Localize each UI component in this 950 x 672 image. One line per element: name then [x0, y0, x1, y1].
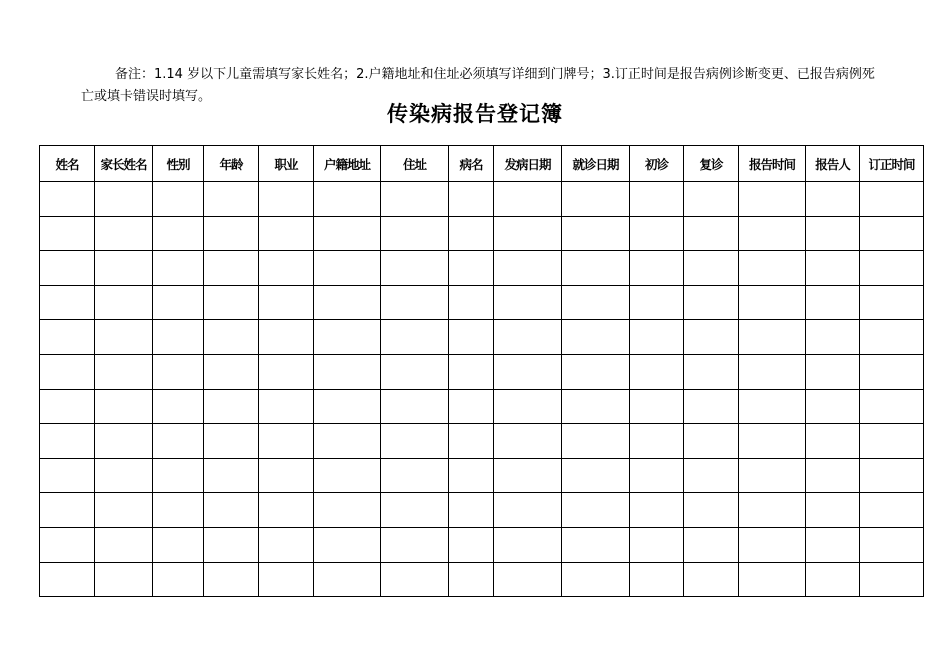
table-cell	[494, 285, 562, 320]
table-cell	[204, 562, 259, 597]
table-cell	[449, 320, 494, 355]
table-cell	[562, 493, 630, 528]
table-cell	[739, 493, 806, 528]
table-cell	[449, 493, 494, 528]
table-cell	[860, 493, 924, 528]
table-cell	[739, 354, 806, 389]
table-cell	[314, 424, 381, 459]
table-cell	[95, 527, 153, 562]
table-cell	[494, 320, 562, 355]
table-cell	[739, 182, 806, 217]
table-cell	[449, 527, 494, 562]
table-cell	[314, 320, 381, 355]
table-cell	[153, 251, 204, 286]
col-header-first-visit: 初诊	[630, 146, 684, 182]
col-header-report-time: 报告时间	[739, 146, 806, 182]
table-cell	[449, 285, 494, 320]
table-row	[40, 527, 924, 562]
table-cell	[806, 285, 860, 320]
table-cell	[494, 182, 562, 217]
table-cell	[630, 493, 684, 528]
table-cell	[381, 320, 449, 355]
table-cell	[40, 182, 95, 217]
table-cell	[494, 562, 562, 597]
table-cell	[95, 389, 153, 424]
table-body	[40, 182, 924, 597]
table-cell	[684, 389, 739, 424]
table-cell	[684, 216, 739, 251]
table-cell	[630, 320, 684, 355]
table-cell	[153, 424, 204, 459]
table-cell	[95, 562, 153, 597]
table-cell	[259, 493, 314, 528]
col-header-occupation: 职业	[259, 146, 314, 182]
table-cell	[860, 182, 924, 217]
table-cell	[562, 216, 630, 251]
table-cell	[95, 182, 153, 217]
table-cell	[806, 320, 860, 355]
table-cell	[449, 354, 494, 389]
table-cell	[259, 458, 314, 493]
table-cell	[153, 216, 204, 251]
table-cell	[684, 251, 739, 286]
table-cell	[153, 182, 204, 217]
table-cell	[630, 285, 684, 320]
table-cell	[449, 424, 494, 459]
col-header-household-address: 户籍地址	[314, 146, 381, 182]
table-cell	[806, 562, 860, 597]
table-cell	[314, 251, 381, 286]
table-cell	[153, 354, 204, 389]
table-cell	[153, 389, 204, 424]
table-row	[40, 424, 924, 459]
table-cell	[494, 251, 562, 286]
table-cell	[739, 251, 806, 286]
table-row	[40, 216, 924, 251]
remarks-note: 备注：1.14 岁以下儿童需填写家长姓名；2.户籍地址和住址必须填写详细到门牌号；3.订正时间是报告病例诊断变更、已报告病例死亡或填卡错误时填写。	[81, 67, 875, 104]
table-cell	[630, 527, 684, 562]
table-cell	[259, 251, 314, 286]
table-cell	[494, 458, 562, 493]
table-cell	[739, 458, 806, 493]
col-header-revisit: 复诊	[684, 146, 739, 182]
col-header-age: 年龄	[204, 146, 259, 182]
table-row	[40, 493, 924, 528]
table-cell	[449, 251, 494, 286]
table-cell	[739, 389, 806, 424]
table-cell	[314, 493, 381, 528]
table-cell	[449, 389, 494, 424]
table-cell	[381, 424, 449, 459]
table-cell	[95, 458, 153, 493]
table-cell	[684, 354, 739, 389]
table-cell	[806, 354, 860, 389]
table-row	[40, 251, 924, 286]
table-cell	[806, 389, 860, 424]
table-row	[40, 389, 924, 424]
table-row	[40, 354, 924, 389]
table-cell	[739, 527, 806, 562]
table-cell	[314, 216, 381, 251]
table-cell	[381, 285, 449, 320]
col-header-sex: 性别	[153, 146, 204, 182]
table-row	[40, 182, 924, 217]
table-row	[40, 285, 924, 320]
table-cell	[449, 458, 494, 493]
page-title: 传染病报告登记簿	[387, 102, 563, 126]
table-cell	[259, 285, 314, 320]
table-cell	[381, 216, 449, 251]
table-cell	[860, 251, 924, 286]
table-cell	[95, 320, 153, 355]
table-cell	[860, 527, 924, 562]
col-header-disease: 病名	[449, 146, 494, 182]
table-cell	[562, 320, 630, 355]
table-cell	[494, 493, 562, 528]
table-cell	[494, 424, 562, 459]
table-cell	[562, 251, 630, 286]
table-cell	[684, 562, 739, 597]
table-cell	[95, 285, 153, 320]
table-cell	[806, 527, 860, 562]
table-cell	[381, 493, 449, 528]
table-cell	[684, 320, 739, 355]
table-cell	[204, 320, 259, 355]
table-cell	[95, 424, 153, 459]
table-cell	[314, 389, 381, 424]
table-cell	[739, 424, 806, 459]
table-cell	[684, 493, 739, 528]
table-cell	[153, 562, 204, 597]
table-cell	[314, 182, 381, 217]
table-cell	[259, 182, 314, 217]
table-cell	[806, 216, 860, 251]
table-cell	[739, 320, 806, 355]
table-cell	[95, 251, 153, 286]
table-cell	[860, 285, 924, 320]
table-cell	[153, 320, 204, 355]
table-cell	[259, 527, 314, 562]
table-cell	[630, 458, 684, 493]
table-cell	[739, 216, 806, 251]
table-cell	[204, 527, 259, 562]
table-cell	[259, 389, 314, 424]
table-cell	[204, 354, 259, 389]
col-header-onset-date: 发病日期	[494, 146, 562, 182]
table-cell	[494, 389, 562, 424]
table-cell	[204, 285, 259, 320]
table-cell	[806, 182, 860, 217]
table-cell	[630, 424, 684, 459]
table-cell	[153, 527, 204, 562]
table-cell	[630, 251, 684, 286]
table-cell	[860, 562, 924, 597]
table-cell	[95, 493, 153, 528]
table-cell	[314, 354, 381, 389]
table-cell	[684, 527, 739, 562]
table-cell	[381, 458, 449, 493]
register-table	[39, 145, 924, 597]
table-cell	[259, 562, 314, 597]
table-cell	[449, 182, 494, 217]
table-cell	[381, 182, 449, 217]
table-cell	[381, 562, 449, 597]
table-cell	[449, 216, 494, 251]
table-cell	[684, 285, 739, 320]
table-cell	[630, 562, 684, 597]
table-cell	[204, 251, 259, 286]
col-header-parent-name: 家长姓名	[95, 146, 153, 182]
table-cell	[204, 458, 259, 493]
table-cell	[204, 424, 259, 459]
table-cell	[684, 424, 739, 459]
table-cell	[630, 354, 684, 389]
table-cell	[562, 527, 630, 562]
table-cell	[314, 562, 381, 597]
table-cell	[739, 562, 806, 597]
col-header-visit-date: 就诊日期	[562, 146, 630, 182]
header-row	[40, 146, 924, 182]
table-cell	[806, 424, 860, 459]
table-cell	[204, 216, 259, 251]
table-cell	[40, 216, 95, 251]
table-cell	[860, 458, 924, 493]
table-row	[40, 320, 924, 355]
table-cell	[40, 354, 95, 389]
table-cell	[494, 527, 562, 562]
table-cell	[40, 562, 95, 597]
table-cell	[40, 527, 95, 562]
table-cell	[153, 285, 204, 320]
table-cell	[381, 354, 449, 389]
table-cell	[562, 389, 630, 424]
table-cell	[684, 182, 739, 217]
table-cell	[259, 216, 314, 251]
table-cell	[684, 458, 739, 493]
col-header-name: 姓名	[40, 146, 95, 182]
table-cell	[630, 389, 684, 424]
table-cell	[806, 493, 860, 528]
table-cell	[562, 182, 630, 217]
table-cell	[314, 458, 381, 493]
table-cell	[860, 389, 924, 424]
table-cell	[95, 354, 153, 389]
table-cell	[860, 354, 924, 389]
table-cell	[40, 251, 95, 286]
table-cell	[40, 424, 95, 459]
table-cell	[630, 182, 684, 217]
table-cell	[381, 251, 449, 286]
table-cell	[40, 458, 95, 493]
table-cell	[314, 527, 381, 562]
table-cell	[259, 320, 314, 355]
table-cell	[95, 216, 153, 251]
table-cell	[860, 216, 924, 251]
table-cell	[259, 354, 314, 389]
table-cell	[630, 216, 684, 251]
table-cell	[806, 251, 860, 286]
table-row	[40, 458, 924, 493]
table-cell	[562, 285, 630, 320]
table-cell	[40, 493, 95, 528]
table-cell	[204, 493, 259, 528]
table-cell	[562, 354, 630, 389]
col-header-correction-time: 订正时间	[860, 146, 924, 182]
table-cell	[381, 389, 449, 424]
table-cell	[494, 216, 562, 251]
col-header-residence: 住址	[381, 146, 449, 182]
table-row	[40, 562, 924, 597]
table-cell	[153, 493, 204, 528]
table-cell	[204, 182, 259, 217]
table-cell	[40, 285, 95, 320]
table-cell	[562, 424, 630, 459]
table-cell	[40, 389, 95, 424]
table-cell	[153, 458, 204, 493]
table-cell	[806, 458, 860, 493]
table-cell	[449, 562, 494, 597]
table-cell	[562, 562, 630, 597]
table-cell	[381, 527, 449, 562]
table-cell	[40, 320, 95, 355]
table-cell	[204, 389, 259, 424]
col-header-reporter: 报告人	[806, 146, 860, 182]
table-cell	[739, 285, 806, 320]
table-cell	[259, 424, 314, 459]
table-cell	[860, 320, 924, 355]
table-cell	[314, 285, 381, 320]
table-cell	[860, 424, 924, 459]
table-cell	[562, 458, 630, 493]
table-cell	[494, 354, 562, 389]
